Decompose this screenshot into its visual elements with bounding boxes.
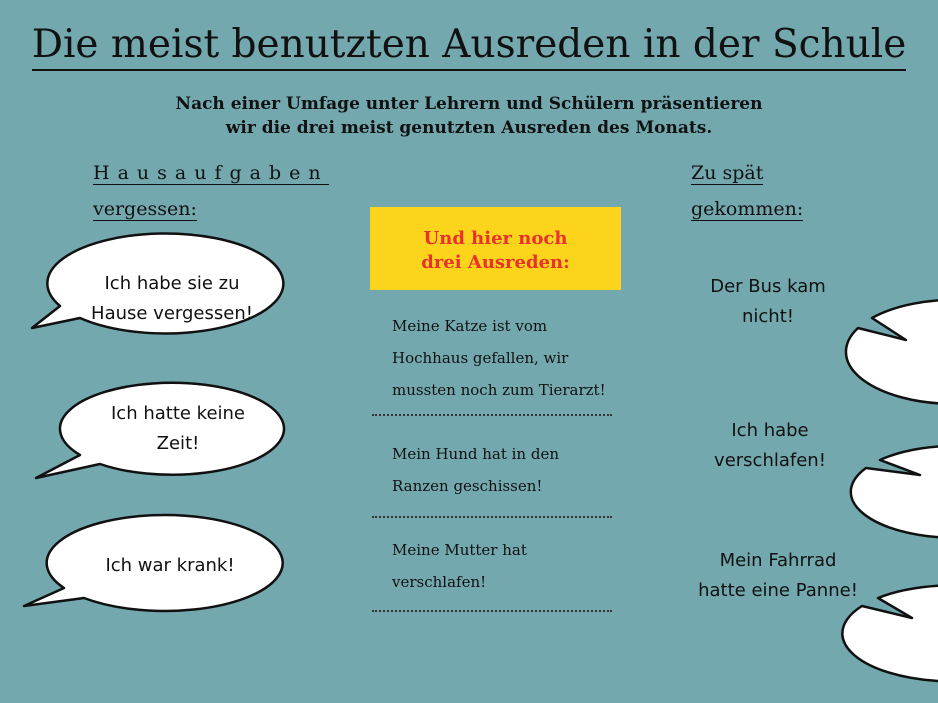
dotted-divider (372, 516, 612, 518)
excuse-item-2: Mein Hund hat in den Ranzen geschissen! (392, 445, 559, 495)
right-heading-line-2: gekommen: (691, 198, 804, 220)
right-bubble-1-text: Der Bus kam nicht! (710, 276, 826, 327)
dotted-divider (372, 610, 612, 612)
subtitle-line-2: wir die drei meist genutzten Ausreden des Monats. (225, 118, 713, 138)
left-heading-line-1: Hausaufgaben (93, 162, 329, 184)
left-bubble-3-text: Ich war krank! (105, 555, 235, 576)
page-title: Die meist benutzten Ausreden in der Schule (0, 22, 938, 67)
left-bubble-1-text: Ich habe sie zu Hause vergessen! (91, 273, 253, 324)
dotted-divider (372, 414, 612, 416)
left-heading-line-2: vergessen: (93, 198, 197, 220)
right-bubble-3-text: Mein Fahrrad hatte eine Panne! (698, 550, 858, 601)
subtitle-line-1: Nach einer Umfage unter Lehrern und Schülern präsentieren (175, 94, 763, 114)
highlight-box-line-2: drei Ausreden: (421, 252, 570, 273)
right-bubble-2-text: Ich habe verschlafen! (714, 420, 826, 471)
highlight-box-line-1: Und hier noch (423, 228, 568, 249)
excuse-item-1: Meine Katze ist vom Hochhaus gefallen, wir mussten noch zum Tierarzt! (392, 317, 606, 399)
highlight-box (370, 207, 621, 290)
excuse-item-3: Meine Mutter hat verschlafen! (392, 541, 527, 591)
left-bubble-2-text: Ich hatte keine Zeit! (110, 403, 246, 454)
right-heading-line-1: Zu spät (691, 162, 764, 184)
